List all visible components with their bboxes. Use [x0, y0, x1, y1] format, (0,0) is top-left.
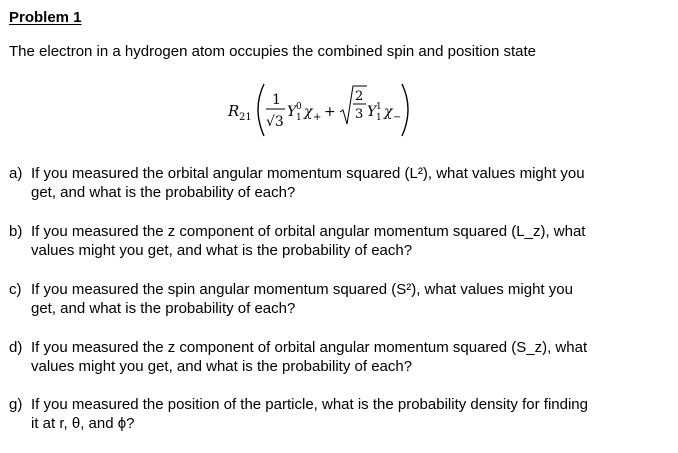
eq-coef2-den: 3 [355, 107, 364, 122]
eq-term2-sub: 1 [376, 113, 382, 123]
eq-spinor2-sub: − [393, 112, 402, 123]
eq-plus: + [324, 104, 336, 120]
question-line: get, and what is the probability of each? [31, 184, 296, 201]
question-label: g) [9, 396, 23, 413]
problem-intro: The electron in a hydrogen atom occupies the combined spin and position state [9, 43, 536, 60]
eq-coef2-num: 2 [355, 89, 364, 104]
question-line: If you measured the spin angular momentum squared (S²), what values might you [31, 281, 573, 298]
question-line: If you measured the z component of orbital angular momentum squared (L_z), what [31, 223, 586, 240]
question-line: values might you get, and what is the probability of each? [31, 358, 413, 375]
eq-radial: R [228, 102, 240, 120]
eq-term1-sup: 0 [296, 102, 302, 112]
eq-term1: Y [287, 104, 297, 120]
eq-coef1-den: √3 [266, 114, 284, 130]
question-line: it at r, θ, and ϕ? [31, 415, 135, 432]
eq-term1-sub: 1 [296, 113, 302, 123]
question-b [9, 222, 631, 260]
question-c [9, 280, 631, 318]
question-g [9, 395, 631, 433]
question-line: get, and what is the probability of each? [31, 300, 296, 317]
eq-coef1-num: 1 [272, 92, 281, 108]
eq-radial-sub: 21 [239, 112, 252, 123]
question-label: b) [9, 223, 23, 240]
question-line: If you measured the position of the particle, what is the probability density for finding [31, 396, 588, 413]
question-line: If you measured the orbital angular momentum squared (L²), what values might you [31, 165, 585, 182]
eq-spinor2: χ [384, 104, 393, 120]
question-a [9, 164, 631, 202]
problem-title: Problem 1 [9, 9, 82, 26]
question-line: If you measured the z component of orbital angular momentum squared (S_z), what [31, 339, 588, 356]
question-label: c) [9, 281, 22, 298]
eq-spinor1-sub: + [313, 112, 322, 123]
eq-left-paren [258, 84, 264, 136]
question-d [9, 338, 631, 376]
question-label: a) [9, 165, 23, 182]
question-line: values might you get, and what is the probability of each? [31, 242, 413, 259]
state-equation [226, 78, 436, 140]
question-label: d) [9, 339, 23, 356]
eq-term2-sup: 1 [376, 102, 382, 112]
eq-term2: Y [367, 104, 377, 120]
eq-right-paren [402, 84, 408, 136]
eq-spinor1: χ [304, 104, 313, 120]
